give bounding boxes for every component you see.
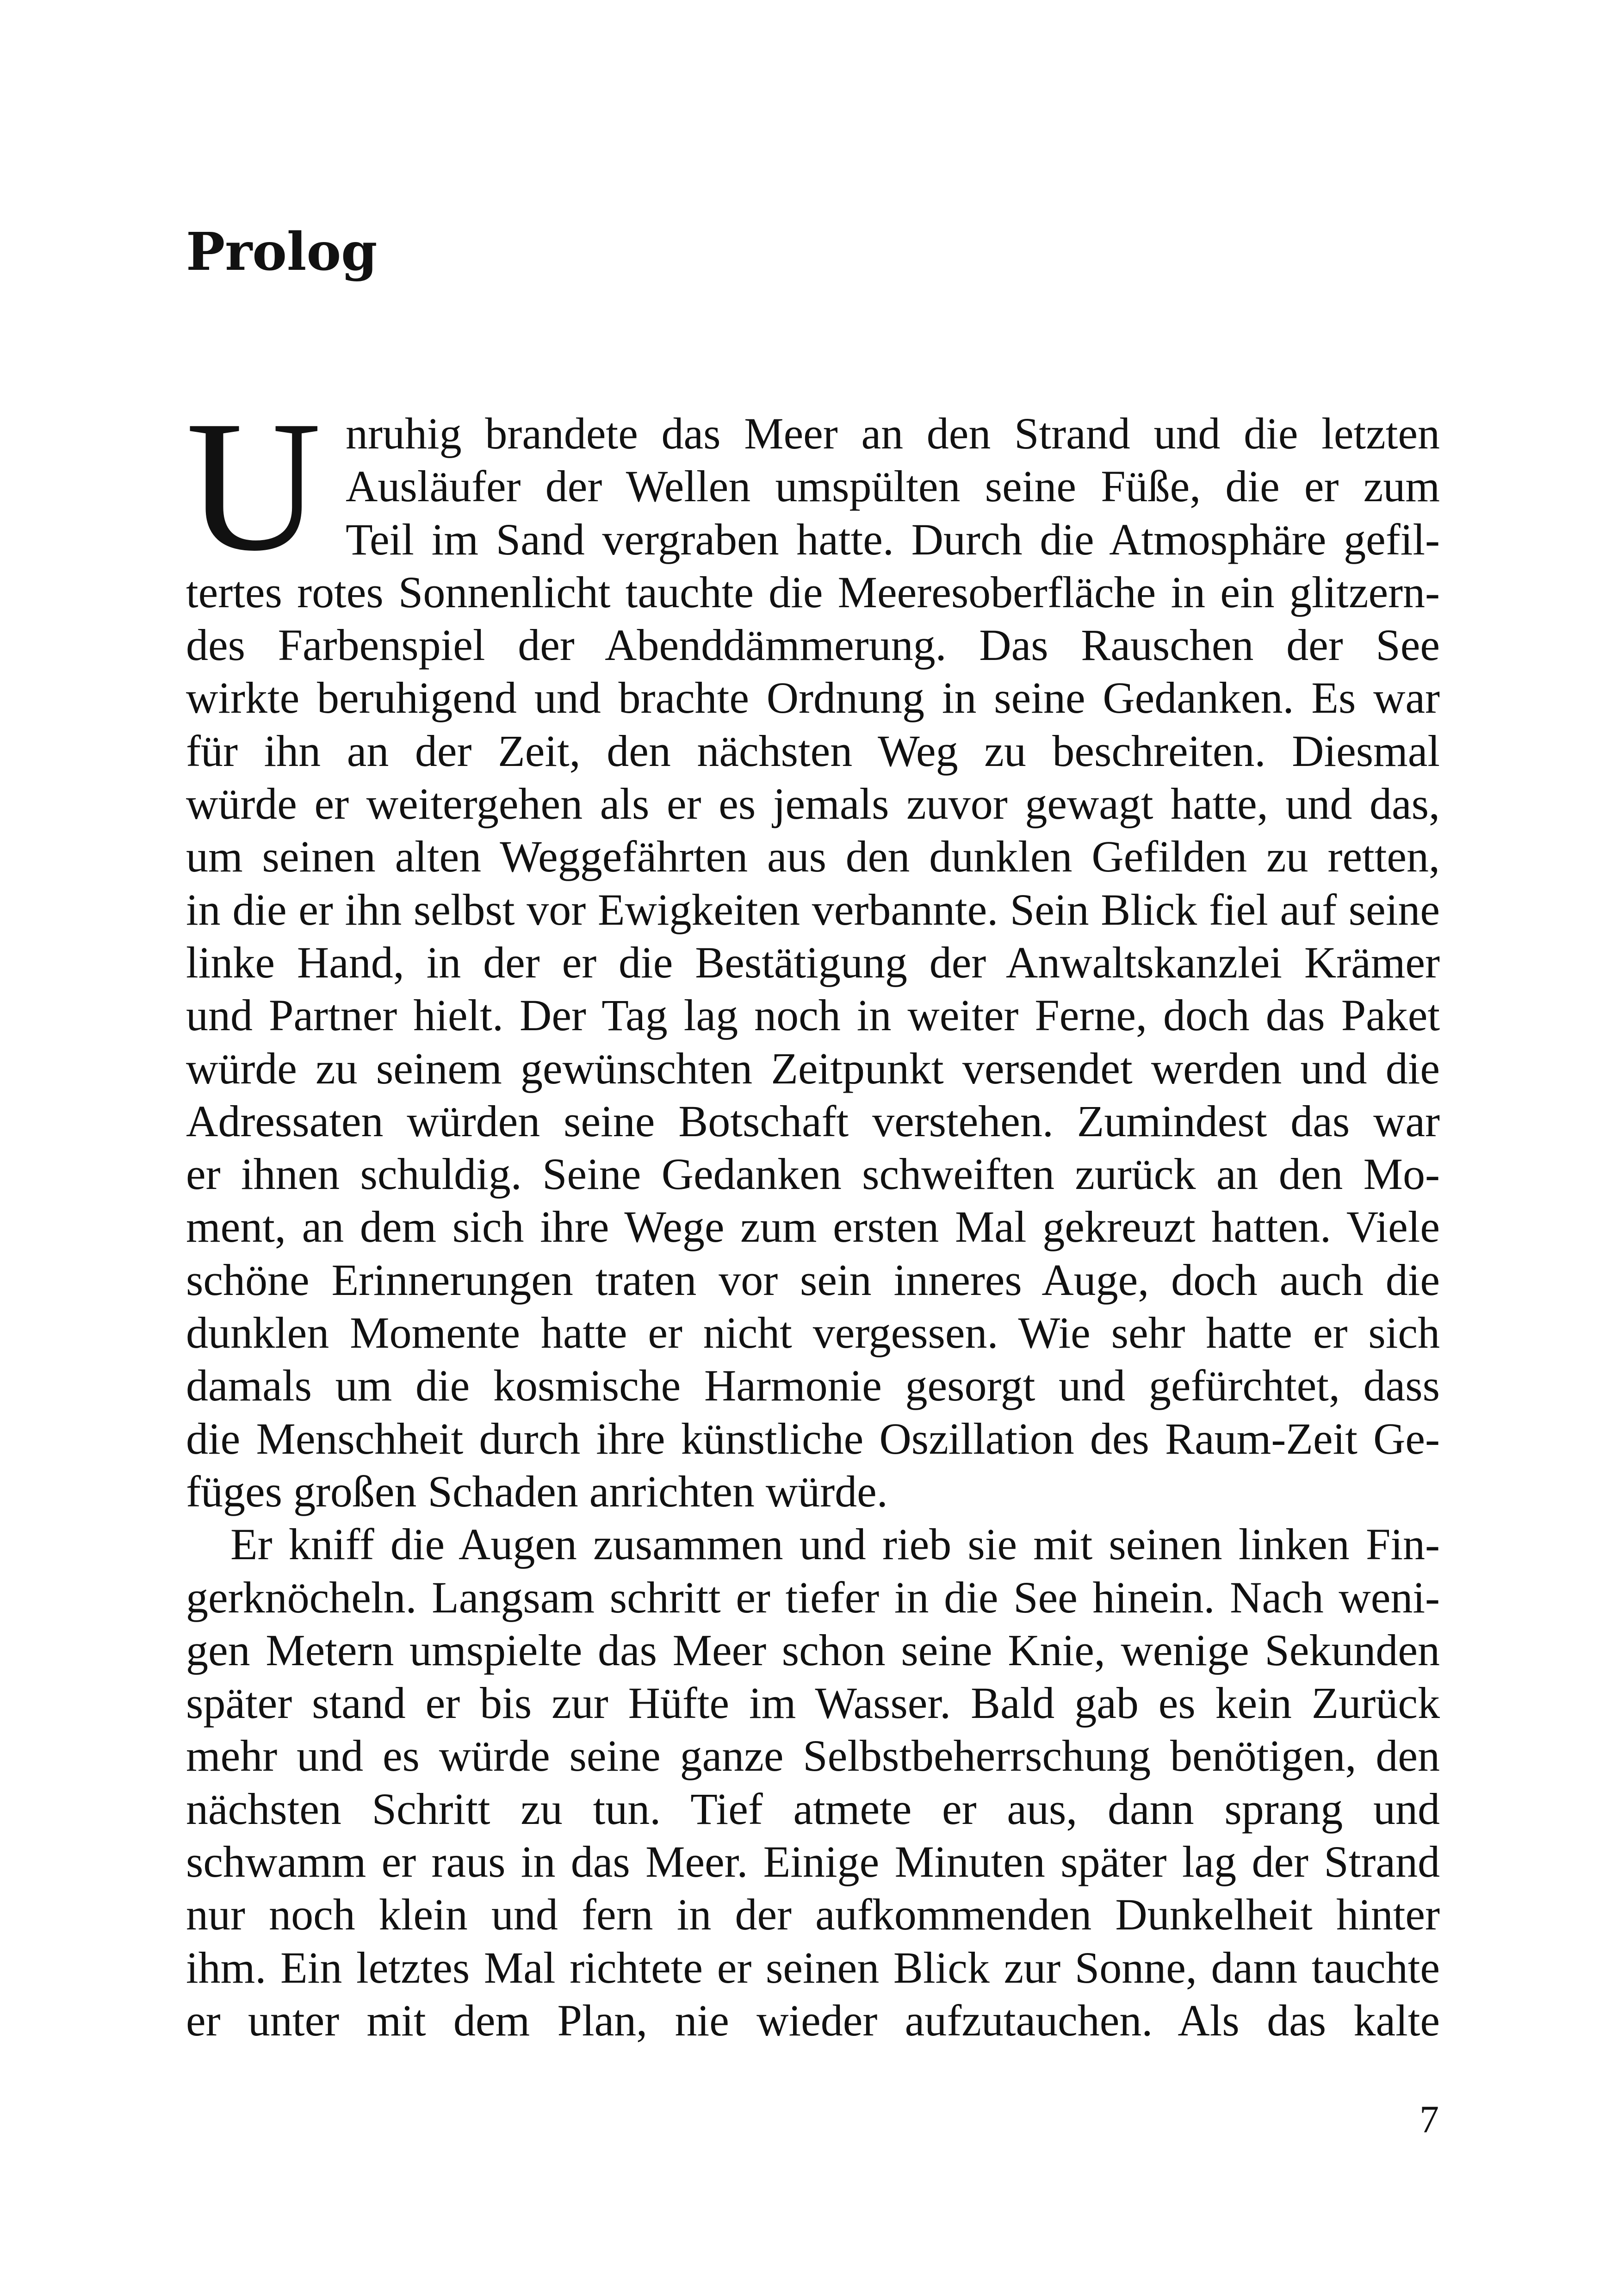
drop-cap-initial: U xyxy=(186,382,322,590)
text-line: mehr und es würde seine ganze Selbstbeherrschung benötigen, den xyxy=(186,1731,1440,1781)
text-line: später stand er bis zur Hüfte im Wasser. Bald gab es kein Zurück xyxy=(186,1678,1440,1728)
text-line: für ihn an der Zeit, den nächsten Weg zu beschreiten. Diesmal xyxy=(186,726,1440,776)
text-line: Ausläufer der Wellen umspülten seine Füße, die er zum xyxy=(346,461,1440,511)
chapter-title: Prolog xyxy=(186,222,378,282)
text-line: schöne Erinnerungen traten vor sein inneres Auge, doch auch die xyxy=(186,1255,1440,1305)
body-text xyxy=(186,407,1440,2047)
text-line: dunklen Momente hatte er nicht vergessen. Wie sehr hatte er sich xyxy=(186,1308,1440,1358)
text-line: ihm. Ein letztes Mal richtete er seinen Blick zur Sonne, dann tauchte xyxy=(186,1942,1440,1992)
text-line: wirkte beruhigend und brachte Ordnung in seine Gedanken. Es war xyxy=(186,673,1440,723)
text-line: tertes rotes Sonnenlicht tauchte die Meeresoberfläche in ein glitzern- xyxy=(186,567,1440,617)
text-line: gerknöcheln. Langsam schritt er tiefer in die See hinein. Nach weni- xyxy=(186,1572,1440,1622)
text-line: gen Metern umspielte das Meer schon seine Knie, wenige Sekunden xyxy=(186,1625,1440,1675)
text-line: er ihnen schuldig. Seine Gedanken schweiften zurück an den Mo- xyxy=(186,1149,1440,1199)
text-line: in die er ihn selbst vor Ewigkeiten verbannte. Sein Blick fiel auf seine xyxy=(186,884,1440,934)
text-line: und Partner hielt. Der Tag lag noch in weiter Ferne, doch das Paket xyxy=(186,990,1440,1040)
text-line: linke Hand, in der er die Bestätigung der Anwaltskanzlei Krämer xyxy=(186,937,1440,987)
page-number: 7 xyxy=(1420,2098,1439,2141)
text-line: Adressaten würden seine Botschaft verstehen. Zumindest das war xyxy=(186,1096,1440,1146)
text-line: schwamm er raus in das Meer. Einige Minuten später lag der Strand xyxy=(186,1837,1440,1887)
text-line: Teil im Sand vergraben hatte. Durch die Atmosphäre gefil- xyxy=(346,514,1440,564)
text-line: nur noch klein und fern in der aufkommenden Dunkelheit hinter xyxy=(186,1890,1440,1940)
text-line: um seinen alten Weggefährten aus den dunklen Gefilden zu retten, xyxy=(186,832,1440,882)
text-line: des Farbenspiel der Abenddämmerung. Das Rauschen der See xyxy=(186,620,1440,670)
text-line: Er kniff die Augen zusammen und rieb sie mit seinen linken Fin- xyxy=(230,1519,1440,1569)
text-line: ment, an dem sich ihre Wege zum ersten Mal gekreuzt hatten. Viele xyxy=(186,1202,1440,1252)
text-line: er unter mit dem Plan, nie wieder aufzutauchen. Als das kalte xyxy=(186,1995,1440,2045)
text-line: damals um die kosmische Harmonie gesorgt und gefürchtet, dass xyxy=(186,1361,1440,1411)
text-line: die Menschheit durch ihre künstliche Oszillation des Raum-Zeit Ge- xyxy=(186,1413,1440,1463)
text-line: füges großen Schaden anrichten würde. xyxy=(186,1466,888,1516)
text-line: würde zu seinem gewünschten Zeitpunkt versendet werden und die xyxy=(186,1043,1440,1093)
text-line: nruhig brandete das Meer an den Strand und die letzten xyxy=(346,409,1440,458)
text-line: würde er weitergehen als er es jemals zuvor gewagt hatte, und das, xyxy=(186,779,1440,829)
text-line: nächsten Schritt zu tun. Tief atmete er aus, dann sprang und xyxy=(186,1784,1440,1834)
